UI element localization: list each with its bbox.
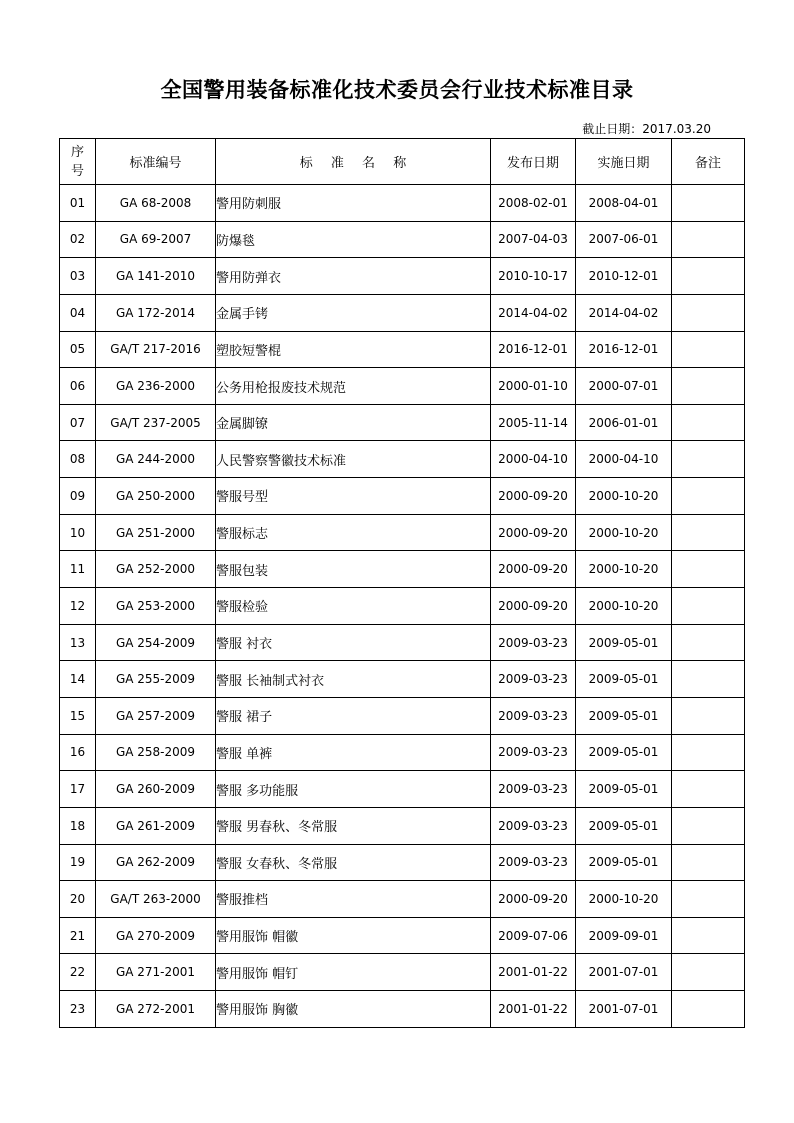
cell-seq: 16 xyxy=(60,734,96,771)
cell-publish-date: 2009-03-23 xyxy=(491,771,576,808)
cell-publish-date: 2000-04-10 xyxy=(491,441,576,478)
table-row xyxy=(60,734,745,771)
cell-effective-date: 2009-05-01 xyxy=(576,661,672,698)
cell-remark xyxy=(672,331,745,368)
cell-remark xyxy=(672,294,745,331)
cell-name: 警服检验 xyxy=(216,588,491,625)
cell-name: 金属脚镣 xyxy=(216,404,491,441)
cell-publish-date: 2000-09-20 xyxy=(491,588,576,625)
cell-name: 警服标志 xyxy=(216,514,491,551)
cell-seq: 02 xyxy=(60,221,96,258)
cell-publish-date: 2009-03-23 xyxy=(491,661,576,698)
cell-name: 警服 衬衣 xyxy=(216,624,491,661)
cell-remark xyxy=(672,881,745,918)
header-code: 标准编号 xyxy=(96,139,216,185)
cell-remark xyxy=(672,697,745,734)
cell-effective-date: 2010-12-01 xyxy=(576,258,672,295)
cell-name: 警服 男春秋、冬常服 xyxy=(216,807,491,844)
cell-publish-date: 2016-12-01 xyxy=(491,331,576,368)
page-title: 全国警用装备标准化技术委员会行业技术标准目录 xyxy=(160,78,634,102)
cell-effective-date: 2000-07-01 xyxy=(576,368,672,405)
cell-effective-date: 2000-04-10 xyxy=(576,441,672,478)
table-row xyxy=(60,624,745,661)
cell-effective-date: 2009-05-01 xyxy=(576,697,672,734)
cell-seq: 23 xyxy=(60,991,96,1028)
cell-code: GA 141-2010 xyxy=(96,258,216,295)
cell-code: GA 252-2000 xyxy=(96,551,216,588)
cell-remark xyxy=(672,441,745,478)
cell-remark xyxy=(672,588,745,625)
cell-name: 警服 女春秋、冬常服 xyxy=(216,844,491,881)
table-row xyxy=(60,331,745,368)
cell-remark xyxy=(672,478,745,515)
cell-code: GA 255-2009 xyxy=(96,661,216,698)
cell-remark xyxy=(672,221,745,258)
cell-seq: 10 xyxy=(60,514,96,551)
cell-publish-date: 2009-03-23 xyxy=(491,844,576,881)
header-remark: 备注 xyxy=(672,139,745,185)
header-effective-date: 实施日期 xyxy=(576,139,672,185)
cell-name: 警服 单裤 xyxy=(216,734,491,771)
cell-effective-date: 2006-01-01 xyxy=(576,404,672,441)
cell-code: GA 251-2000 xyxy=(96,514,216,551)
header-publish-date: 发布日期 xyxy=(491,139,576,185)
cell-effective-date: 2016-12-01 xyxy=(576,331,672,368)
cell-remark xyxy=(672,404,745,441)
table-row xyxy=(60,661,745,698)
cell-code: GA 261-2009 xyxy=(96,807,216,844)
cell-name: 警用服饰 帽徽 xyxy=(216,917,491,954)
cell-publish-date: 2000-09-20 xyxy=(491,514,576,551)
cell-publish-date: 2000-09-20 xyxy=(491,478,576,515)
cell-effective-date: 2007-06-01 xyxy=(576,221,672,258)
cell-remark xyxy=(672,807,745,844)
cell-code: GA 258-2009 xyxy=(96,734,216,771)
cell-remark xyxy=(672,734,745,771)
cell-seq: 08 xyxy=(60,441,96,478)
cell-code: GA 250-2000 xyxy=(96,478,216,515)
cell-publish-date: 2009-07-06 xyxy=(491,917,576,954)
table-row xyxy=(60,881,745,918)
header-seq xyxy=(60,139,96,185)
cell-name: 警服 裙子 xyxy=(216,697,491,734)
table-row xyxy=(60,991,745,1028)
table-row xyxy=(60,807,745,844)
cell-code: GA 69-2007 xyxy=(96,221,216,258)
cell-seq: 12 xyxy=(60,588,96,625)
table-row xyxy=(60,588,745,625)
cell-seq: 05 xyxy=(60,331,96,368)
cell-name: 警用防弹衣 xyxy=(216,258,491,295)
cell-publish-date: 2000-01-10 xyxy=(491,368,576,405)
cell-code: GA/T 237-2005 xyxy=(96,404,216,441)
table-row xyxy=(60,185,745,222)
table-row xyxy=(60,697,745,734)
table-body xyxy=(60,185,745,1028)
cell-seq: 18 xyxy=(60,807,96,844)
cell-publish-date: 2007-04-03 xyxy=(491,221,576,258)
cell-code: GA 253-2000 xyxy=(96,588,216,625)
header-name: 标 准 名 称 xyxy=(216,139,491,185)
table-row xyxy=(60,514,745,551)
cell-publish-date: 2000-09-20 xyxy=(491,551,576,588)
cell-name: 警用服饰 帽钉 xyxy=(216,954,491,991)
cell-publish-date: 2009-03-23 xyxy=(491,734,576,771)
cell-name: 塑胶短警棍 xyxy=(216,331,491,368)
cell-effective-date: 2000-10-20 xyxy=(576,588,672,625)
cell-publish-date: 2009-03-23 xyxy=(491,697,576,734)
cell-effective-date: 2009-05-01 xyxy=(576,734,672,771)
cell-publish-date: 2009-03-23 xyxy=(491,807,576,844)
cell-publish-date: 2014-04-02 xyxy=(491,294,576,331)
table-row xyxy=(60,478,745,515)
cell-effective-date: 2000-10-20 xyxy=(576,514,672,551)
cell-code: GA 260-2009 xyxy=(96,771,216,808)
cell-seq: 15 xyxy=(60,697,96,734)
cell-remark xyxy=(672,954,745,991)
cell-publish-date: 2001-01-22 xyxy=(491,954,576,991)
cell-seq: 20 xyxy=(60,881,96,918)
cell-code: GA 271-2001 xyxy=(96,954,216,991)
cell-name: 警服 多功能服 xyxy=(216,771,491,808)
cell-effective-date: 2001-07-01 xyxy=(576,954,672,991)
cell-code: GA 236-2000 xyxy=(96,368,216,405)
cell-seq: 22 xyxy=(60,954,96,991)
cell-code: GA 257-2009 xyxy=(96,697,216,734)
table-row xyxy=(60,294,745,331)
table-header-row xyxy=(60,139,745,185)
cell-remark xyxy=(672,551,745,588)
cell-seq: 09 xyxy=(60,478,96,515)
cell-publish-date: 2008-02-01 xyxy=(491,185,576,222)
cell-effective-date: 2000-10-20 xyxy=(576,478,672,515)
cell-remark xyxy=(672,991,745,1028)
table-row xyxy=(60,441,745,478)
cell-seq: 13 xyxy=(60,624,96,661)
cell-code: GA 68-2008 xyxy=(96,185,216,222)
cell-name: 警服 长袖制式衬衣 xyxy=(216,661,491,698)
cell-publish-date: 2000-09-20 xyxy=(491,881,576,918)
cell-publish-date: 2010-10-17 xyxy=(491,258,576,295)
cell-seq: 01 xyxy=(60,185,96,222)
cell-code: GA 270-2009 xyxy=(96,917,216,954)
cell-effective-date: 2009-05-01 xyxy=(576,771,672,808)
cell-code: GA 272-2001 xyxy=(96,991,216,1028)
cell-code: GA 244-2000 xyxy=(96,441,216,478)
cell-remark xyxy=(672,771,745,808)
cutoff-date: 截止日期：2017.03.20 xyxy=(582,122,711,136)
cell-name: 警用防刺服 xyxy=(216,185,491,222)
cell-code: GA 172-2014 xyxy=(96,294,216,331)
cell-code: GA 262-2009 xyxy=(96,844,216,881)
cell-effective-date: 2008-04-01 xyxy=(576,185,672,222)
header-seq-label: 序号 xyxy=(70,144,84,179)
cell-seq: 04 xyxy=(60,294,96,331)
table-row xyxy=(60,551,745,588)
cell-seq: 03 xyxy=(60,258,96,295)
table-row xyxy=(60,221,745,258)
cell-seq: 19 xyxy=(60,844,96,881)
cell-remark xyxy=(672,624,745,661)
cell-seq: 06 xyxy=(60,368,96,405)
table-row xyxy=(60,771,745,808)
cell-name: 警服推档 xyxy=(216,881,491,918)
cell-publish-date: 2005-11-14 xyxy=(491,404,576,441)
cell-effective-date: 2009-05-01 xyxy=(576,844,672,881)
table-row xyxy=(60,917,745,954)
cell-remark xyxy=(672,368,745,405)
cell-effective-date: 2000-10-20 xyxy=(576,551,672,588)
cell-code: GA/T 217-2016 xyxy=(96,331,216,368)
cell-effective-date: 2009-05-01 xyxy=(576,624,672,661)
cell-remark xyxy=(672,514,745,551)
table-row xyxy=(60,404,745,441)
cell-name: 警用服饰 胸徽 xyxy=(216,991,491,1028)
cell-effective-date: 2001-07-01 xyxy=(576,991,672,1028)
cell-effective-date: 2009-09-01 xyxy=(576,917,672,954)
cell-name: 警服号型 xyxy=(216,478,491,515)
cell-publish-date: 2009-03-23 xyxy=(491,624,576,661)
table-row xyxy=(60,258,745,295)
cell-effective-date: 2009-05-01 xyxy=(576,807,672,844)
cell-remark xyxy=(672,844,745,881)
cell-name: 公务用枪报废技术规范 xyxy=(216,368,491,405)
cell-publish-date: 2001-01-22 xyxy=(491,991,576,1028)
table-row xyxy=(60,368,745,405)
cell-seq: 07 xyxy=(60,404,96,441)
cell-name: 防爆毯 xyxy=(216,221,491,258)
cell-name: 人民警察警徽技术标准 xyxy=(216,441,491,478)
cell-remark xyxy=(672,185,745,222)
cell-seq: 11 xyxy=(60,551,96,588)
cell-seq: 14 xyxy=(60,661,96,698)
cell-remark xyxy=(672,661,745,698)
cell-code: GA/T 263-2000 xyxy=(96,881,216,918)
cell-name: 金属手铐 xyxy=(216,294,491,331)
table-row xyxy=(60,954,745,991)
cell-effective-date: 2014-04-02 xyxy=(576,294,672,331)
cell-name: 警服包装 xyxy=(216,551,491,588)
standards-table xyxy=(59,138,745,1028)
cell-seq: 21 xyxy=(60,917,96,954)
table-row xyxy=(60,844,745,881)
cell-code: GA 254-2009 xyxy=(96,624,216,661)
cell-remark xyxy=(672,917,745,954)
cell-remark xyxy=(672,258,745,295)
cell-seq: 17 xyxy=(60,771,96,808)
cell-effective-date: 2000-10-20 xyxy=(576,881,672,918)
